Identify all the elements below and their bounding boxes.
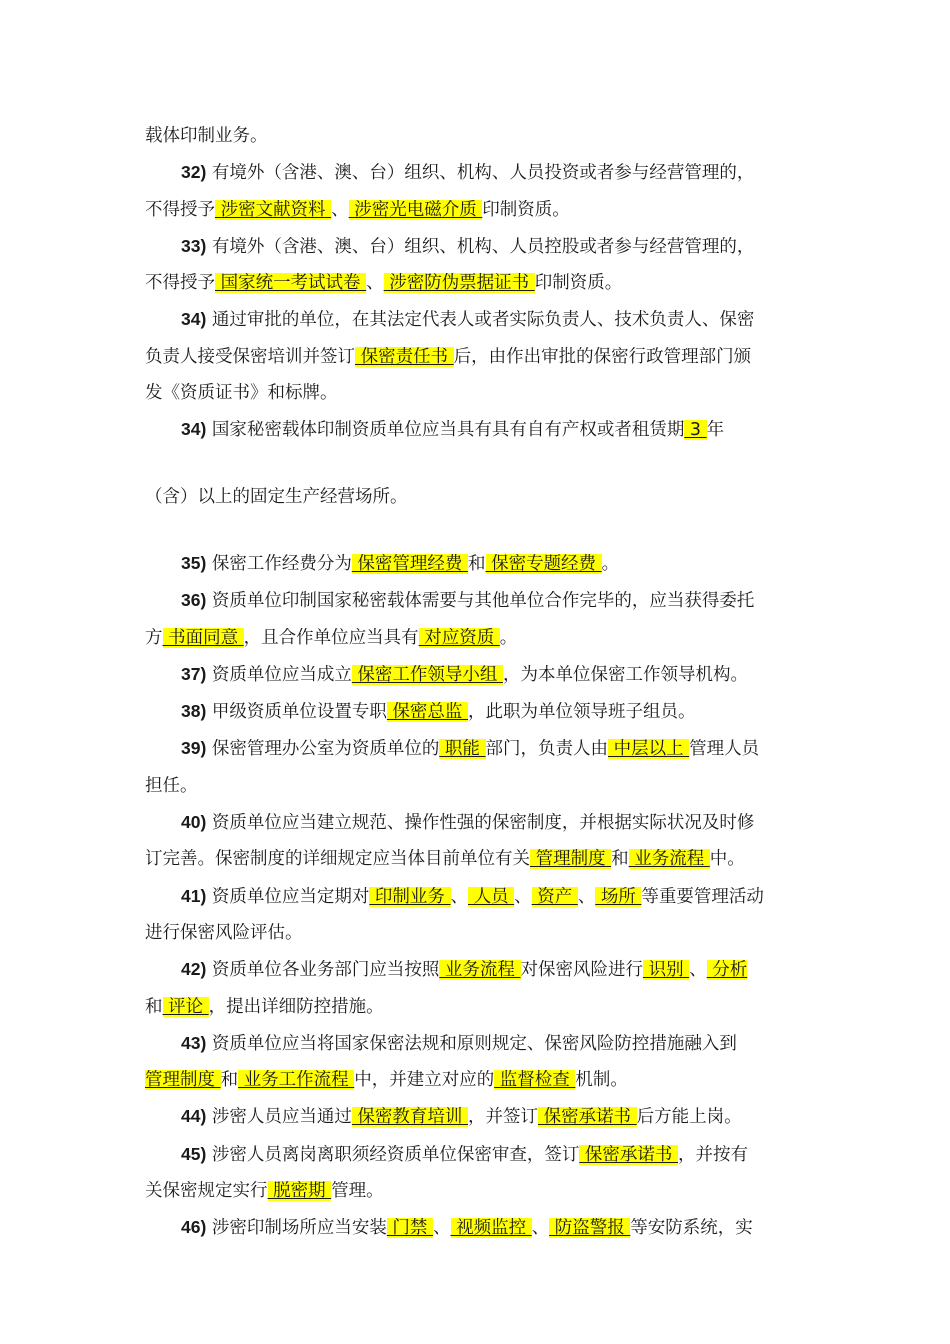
item-number: 34) [181,309,207,330]
text-run: 、 [450,886,468,907]
highlighted-answer: 保密总监 [386,702,468,723]
item-number: 46) [181,1217,207,1238]
text-run: 、 [531,1218,550,1239]
text-run: 载体印制业务。 [145,126,268,146]
text-line [145,192,805,228]
text-run: 等重要管理活动 [641,886,764,907]
text-run: ，并签订 [468,1107,538,1128]
highlighted-answer: 评论 [162,996,209,1017]
text-line [145,265,805,301]
highlighted-answer: 资产 [531,886,578,907]
item-number: 43) [181,1032,207,1053]
highlighted-answer: 业务工作流程 [238,1070,355,1091]
text-run: 资质单位印制国家秘密载体需要与其他单位合作完毕的，应当获得委托 [206,591,755,612]
highlighted-answer: 中层以上 [608,739,690,760]
text-line [145,301,805,338]
highlighted-answer: 对应资质 [418,627,500,648]
text-run: 关保密规定实行 [145,1181,268,1202]
highlighted-answer: 人员 [468,886,515,907]
highlighted-answer: 保密承诺书 [538,1107,637,1128]
text-line [145,730,805,767]
text-run: 进行保密风险评估。 [145,922,303,943]
text-run: 担任。 [145,775,198,796]
text-run: 资质单位各业务部门应当按照 [206,960,440,981]
text-line [145,878,805,915]
highlighted-answer: 业务流程 [439,960,521,981]
text-run: 涉密人员应当通过 [206,1107,352,1128]
text-line [145,841,805,877]
highlighted-answer: 管理制度 [530,849,612,870]
text-run: 和 [145,996,163,1017]
text-run: 等安防系统，实 [630,1218,753,1239]
text-run: 甲级资质单位设置专职 [206,702,387,723]
text-run: 后方能上岗。 [636,1107,742,1128]
text-line [145,582,805,619]
text-run: 、 [366,273,384,294]
item-number: 35) [181,552,207,573]
highlighted-answer: 保密工作领导小组 [351,664,503,685]
highlighted-answer: 书面同意 [162,627,244,648]
text-run: 涉密印制场所应当安装 [206,1218,387,1239]
text-line [145,154,805,191]
text-run: 和 [220,1070,239,1091]
highlighted-answer: 分析 [706,960,748,981]
highlighted-answer: 涉密防伪票据证书 [383,273,535,294]
text-run: （含）以上的固定生产经营场所。 [145,486,408,507]
text-line [145,656,805,693]
text-line [145,1173,805,1209]
text-line [145,411,805,448]
highlighted-answer: 印制业务 [369,886,451,907]
highlighted-answer: 保密教育培训 [351,1107,468,1128]
highlighted-answer: 涉密光电磁介质 [348,199,483,220]
text-run: 保密工作经费分为 [206,553,352,574]
text-line [145,1025,805,1062]
text-run: 和 [468,553,486,574]
text-line [145,693,805,730]
highlighted-answer: 场所 [595,886,642,907]
text-run: 机制。 [575,1070,628,1091]
text-line [145,118,805,154]
item-number: 32) [181,162,207,183]
highlighted-answer: 保密承诺书 [579,1144,678,1165]
text-run: 、 [514,886,532,907]
text-run: ，此职为单位领导班子组员。 [468,702,696,723]
text-run: 后，由作出审批的保密行政管理部门颁 [453,346,752,367]
text-run: 发《资质证书》和标牌。 [145,383,338,404]
text-line [145,804,805,841]
text-run: 中，并建立对应的 [354,1070,495,1091]
text-line [145,339,805,375]
highlighted-answer: 业务流程 [628,849,710,870]
text-run: 负责人接受保密培训并签订 [145,346,355,367]
item-number: 34) [181,419,207,440]
highlighted-answer: 3 [684,420,707,441]
paragraph-gap [145,449,805,479]
highlighted-answer: 监督检查 [494,1070,576,1091]
highlighted-answer: 保密管理经费 [351,553,468,574]
text-run: ，并按有 [678,1144,748,1165]
item-number: 36) [181,590,207,611]
text-run: 国家秘密载体印制资质单位应当具有具有自有产权或者租赁期 [206,420,685,441]
text-line [145,951,805,988]
highlighted-answer: 国家统一考试试卷 [215,273,367,294]
text-run: 、 [433,1218,451,1239]
highlighted-answer: 门禁 [386,1218,433,1239]
text-run: 年 [706,420,725,441]
highlighted-answer: 视频监控 [450,1218,532,1239]
text-run: 印制资质。 [534,273,623,294]
item-number: 44) [181,1106,207,1127]
highlighted-answer: 防盗警报 [549,1218,631,1239]
text-run: 资质单位应当定期对 [206,886,370,907]
text-line [145,228,805,265]
text-run: ，为本单位保密工作领导机构。 [502,664,748,685]
text-run: 部门，负责人由 [485,739,608,760]
text-run: 管理。 [331,1181,384,1202]
text-run: 有境外（含港、澳、台）组织、机构、人员投资或者参与经营管理的， [206,163,755,184]
item-number: 37) [181,663,207,684]
text-line [145,915,805,951]
text-run: 、 [577,886,596,907]
text-line [145,768,805,804]
text-run: ，且合作单位应当具有 [243,627,419,648]
text-run: 涉密人员离岗离职须经资质单位保密审查，签订 [206,1144,580,1165]
text-line [145,375,805,411]
paragraph-gap [145,515,805,545]
text-run: 。 [499,627,518,648]
highlighted-answer: 识别 [643,960,690,981]
document-page [145,118,805,1247]
text-line [145,1098,805,1135]
item-number: 40) [181,812,207,833]
text-run: 通过审批的单位，在其法定代表人或者实际负责人、技术负责人、保密 [206,310,755,331]
highlighted-answer: 保密专题经费 [485,553,602,574]
text-run: 资质单位应当将国家保密法规和原则规定、保密风险防控措施融入到 [206,1033,737,1054]
text-line [145,1136,805,1173]
text-run: 保密管理办公室为资质单位的 [206,739,440,760]
highlighted-answer: 管理制度 [145,1070,221,1091]
text-run: 印制资质。 [482,199,570,220]
highlighted-answer: 脱密期 [267,1181,332,1202]
text-line [145,1062,805,1098]
text-run: 。 [601,553,620,574]
text-line [145,1209,805,1246]
item-number: 38) [181,701,207,722]
item-number: 39) [181,738,207,759]
item-number: 42) [181,959,207,980]
text-run: 对保密风险进行 [520,960,643,981]
text-run: 中。 [709,849,745,870]
text-run: 不得授予 [145,273,215,294]
text-run: 资质单位应当建立规范、操作性强的保密制度，并根据实际状况及时修 [206,813,755,834]
text-run: 、 [689,960,707,981]
highlighted-answer: 职能 [439,739,486,760]
item-number: 33) [181,235,207,256]
text-run: 方 [145,627,163,648]
text-line [145,620,805,656]
text-run: 有境外（含港、澳、台）组织、机构、人员控股或者参与经营管理的， [206,236,755,257]
item-number: 41) [181,885,207,906]
item-number: 45) [181,1143,207,1164]
text-line [145,989,805,1025]
text-run: 管理人员 [689,739,760,760]
text-run: 、 [331,199,349,220]
text-line [145,545,805,582]
text-run: ，提出详细防控措施。 [208,996,384,1017]
text-line [145,479,805,515]
highlighted-answer: 保密责任书 [355,346,454,367]
text-run: 资质单位应当成立 [206,664,352,685]
text-run: 订完善。保密制度的详细规定应当体目前单位有关 [145,849,530,870]
highlighted-answer: 涉密文献资料 [215,199,332,220]
text-run: 不得授予 [145,199,215,220]
text-run: 和 [611,849,629,870]
